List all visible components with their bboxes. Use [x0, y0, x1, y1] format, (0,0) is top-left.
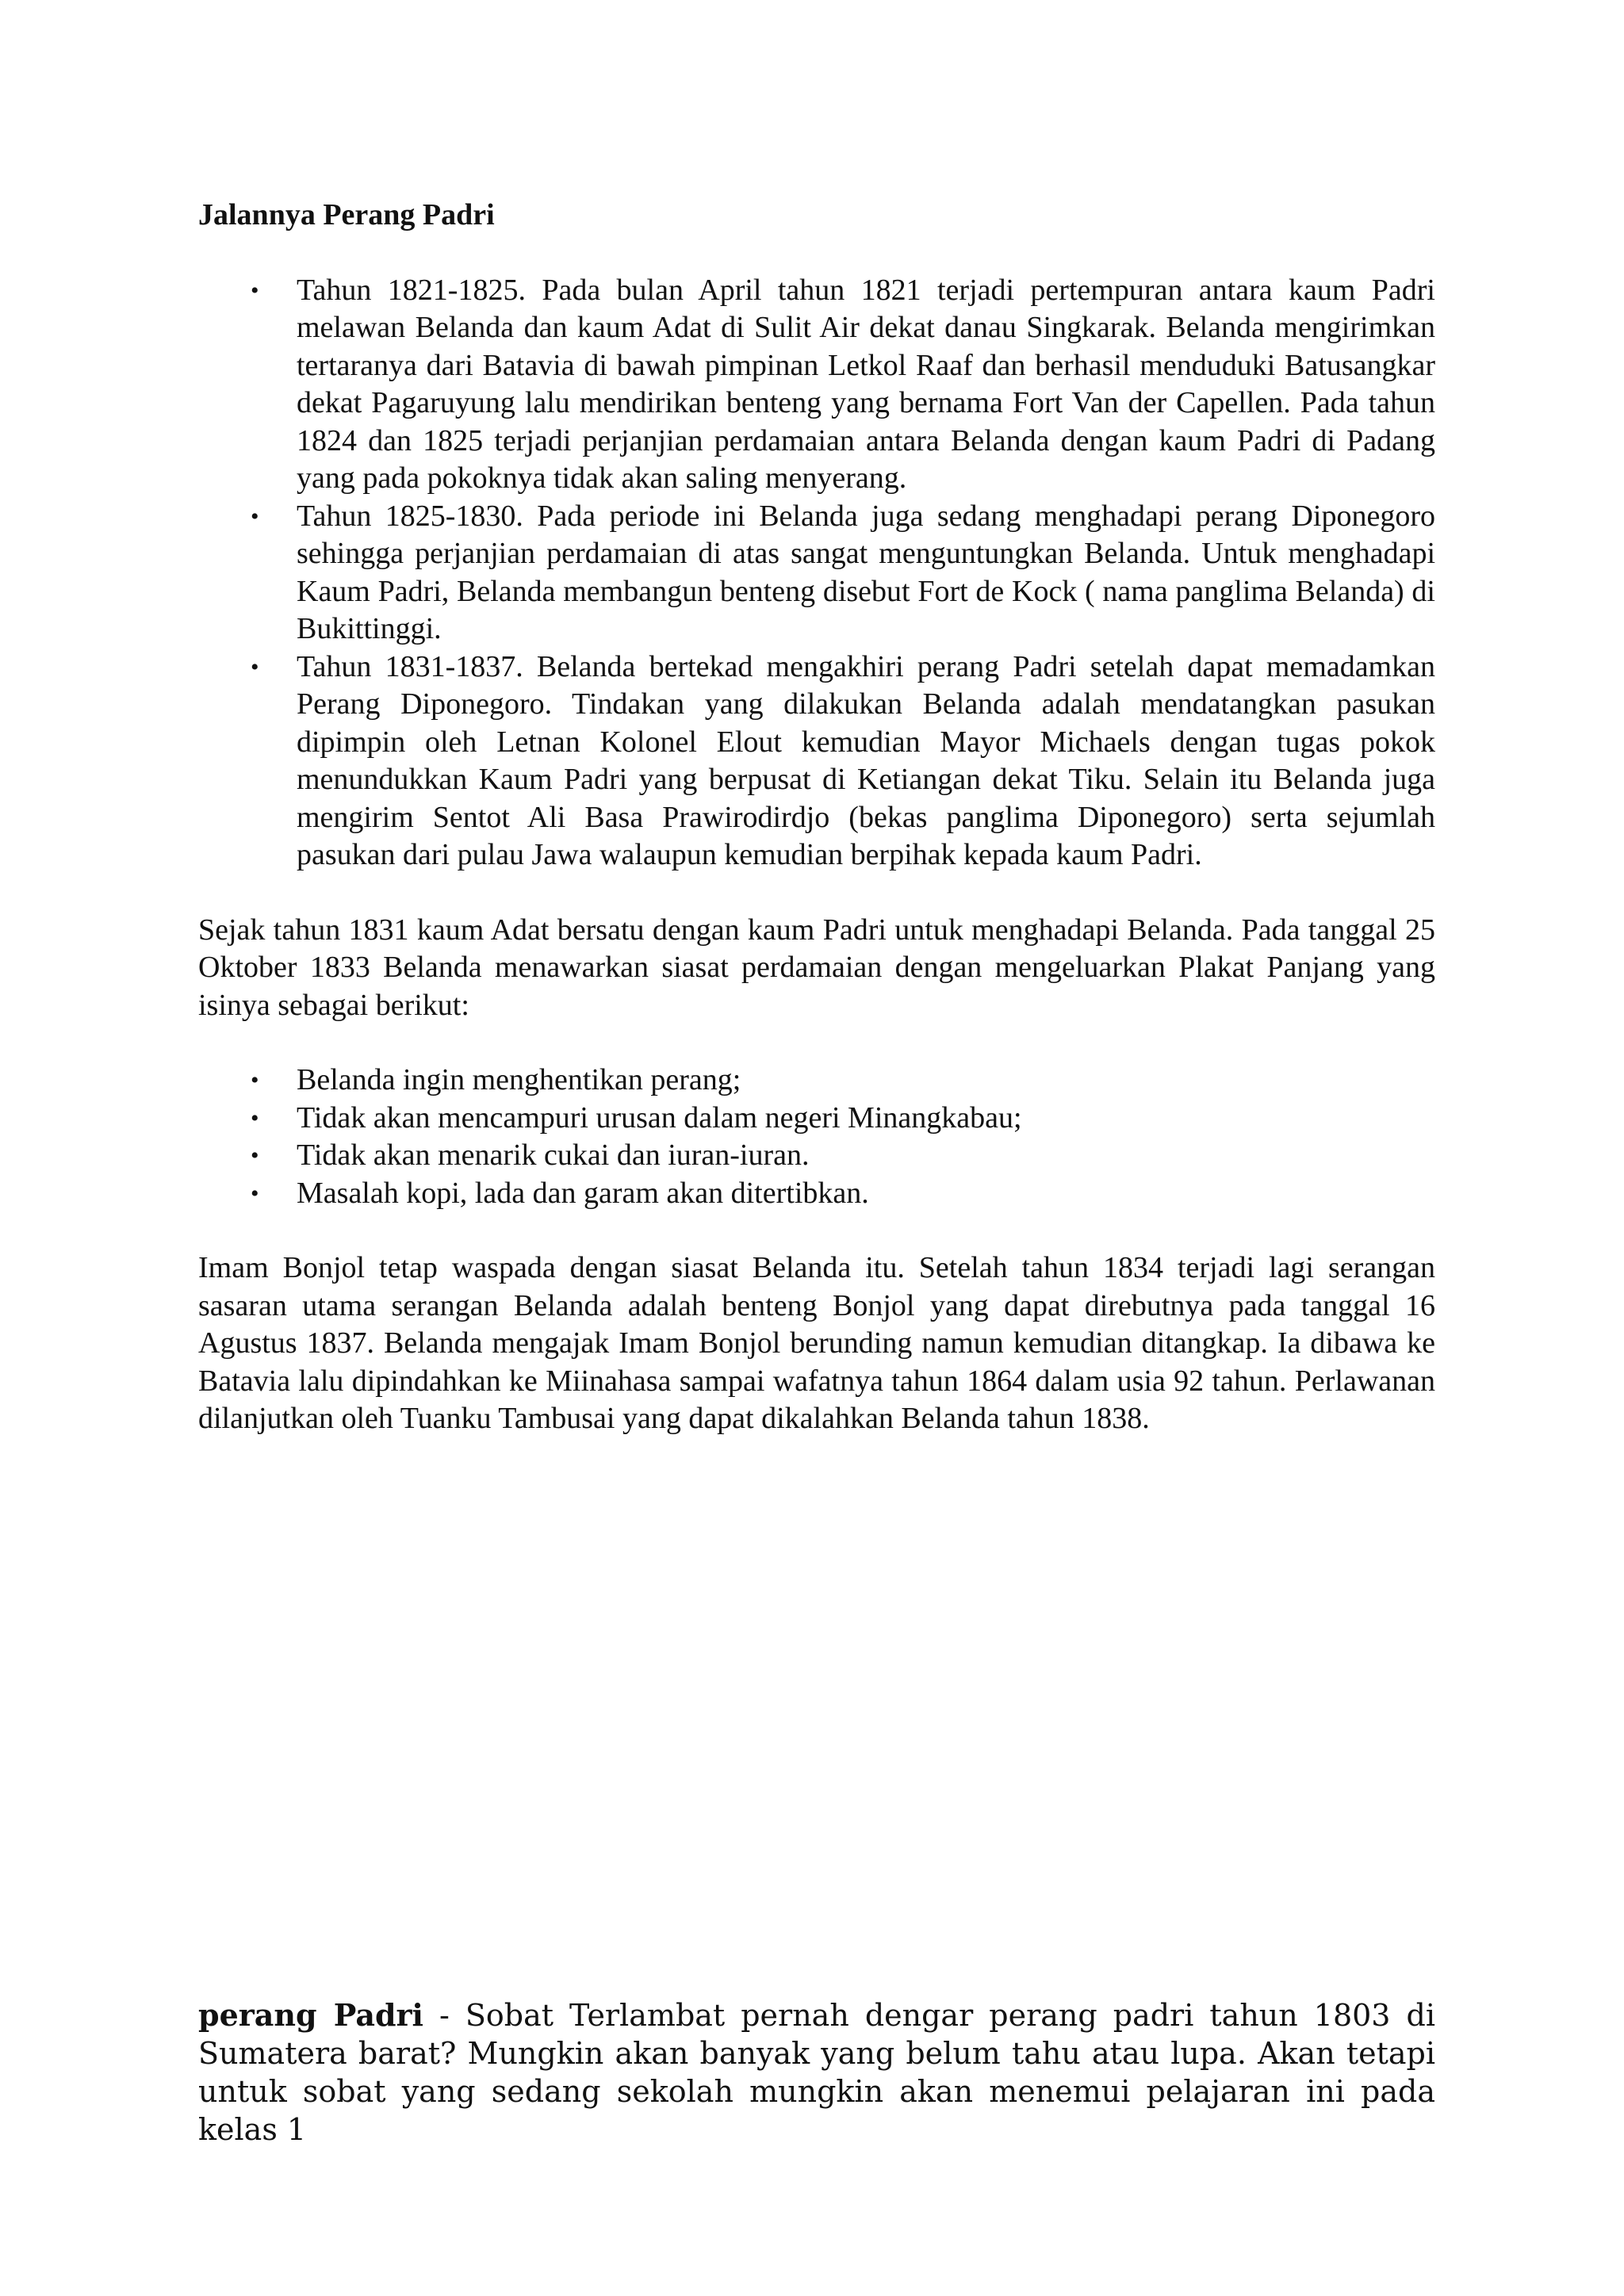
document-body — [198, 197, 1435, 1438]
bullet-icon: • — [251, 1142, 259, 1169]
spacer — [198, 1212, 1435, 1249]
footer-text: - Sobat Terlambat pernah dengar perang padri tahun 1803 di Sumatera barat? Mungkin akan banyak yang belum tahu atau lupa. Akan tetapi untuk sobat yang sedang sekolah mungkin akan menemui pelajaran ini pada kelas 1 — [198, 1998, 1435, 2147]
list-item — [251, 1137, 1435, 1175]
list-item-text: Pada bulan April tahun 1821 terjadi pertempuran antara kaum Padri melawan Belanda dan kaum Adat di Sulit Air dekat danau Singkarak. Belanda mengirimkan tertaranya dari Batavia di bawah pimpinan Letkol Raaf dan berhasil menduduki Batusangkar dekat Pagaruyung lalu mendirikan benteng yang bernama Fort Van der Capellen. Pada tahun 1824 dan 1825 terjadi perjanjian perdamaian antara Belanda dengan kaum Padri di Padang yang pada pokoknya tidak akan saling menyerang. — [297, 273, 1435, 495]
list-item-lead: Tahun 1831-1837. — [297, 649, 523, 683]
footer-bold-lead: perang Padri — [198, 1997, 423, 2033]
spacer — [198, 1024, 1435, 1062]
plakat-list — [198, 1062, 1435, 1212]
list-item-text: Tidak akan menarik cukai dan iuran-iuran. — [297, 1138, 810, 1172]
list-item — [251, 1062, 1435, 1100]
list-item-lead: Tahun 1825-1830. — [297, 499, 523, 533]
bullet-icon: • — [251, 277, 259, 304]
list-item-lead: Tahun 1821-1825. — [297, 273, 526, 307]
paragraph-imam-bonjol: Imam Bonjol tetap waspada dengan siasat Belanda itu. Setelah tahun 1834 terjadi lagi serangan sasaran utama serangan Belanda adalah benteng Bonjol yang dapat direbutnya pada tanggal 16 Agustus 1837. Belanda mengajak Imam Bonjol berunding namun kemudian ditangkap. Ia dibawa ke Batavia lalu dipindahkan ke Miinahasa sampai wafatnya tahun 1864 dalam usia 92 tahun. Perlawanan dilanjutkan oleh Tuanku Tambusai yang dapat dikalahkan Belanda tahun 1838. — [198, 1251, 1435, 1435]
list-item — [251, 1175, 1435, 1213]
list-item — [251, 272, 1435, 498]
list-item-text: Belanda ingin menghentikan perang; — [297, 1063, 741, 1096]
list-item — [251, 498, 1435, 649]
paragraph-intro: Sejak tahun 1831 kaum Adat bersatu dengan kaum Padri untuk menghadapi Belanda. Pada tanggal 25 Oktober 1833 Belanda menawarkan siasat perdamaian dengan mengeluarkan Plakat Panjang yang isinya sebagai berikut: — [198, 913, 1435, 1022]
spacer — [198, 874, 1435, 912]
bullet-icon: • — [251, 653, 259, 680]
list-item-text: Belanda bertekad mengakhiri perang Padri setelah dapat memadamkan Perang Diponegoro. Tindakan yang dilakukan Belanda adalah mendatangkan pasukan dipimpin oleh Letnan Kolonel Elout kemudian Mayor Michaels dengan tugas pokok menundukkan Kaum Padri yang berpusat di Ketiangan dekat Tiku. Selain itu Belanda juga mengirim Sentot Ali Basa Prawirodirdjo (bekas panglima Diponegoro) serta sejumlah pasukan dari pulau Jawa walaupun kemudian berpihak kepada kaum Padri. — [297, 649, 1435, 871]
bullet-icon: • — [251, 503, 259, 530]
footer-paragraph — [198, 1996, 1435, 2149]
list-item — [251, 649, 1435, 874]
bullet-icon: • — [251, 1104, 259, 1131]
list-item-text: Tidak akan mencampuri urusan dalam negeri Minangkabau; — [297, 1100, 1022, 1135]
section-heading: Jalannya Perang Padri — [198, 198, 495, 232]
list-item — [251, 1100, 1435, 1138]
list-item-text: Masalah kopi, lada dan garam akan ditertibkan. — [297, 1176, 869, 1210]
bullet-icon: • — [251, 1067, 259, 1093]
bullet-icon: • — [251, 1180, 259, 1207]
list-item-text: Pada periode ini Belanda juga sedang menghadapi perang Diponegoro sehingga perjanjian perdamaian di atas sangat menguntungkan Belanda. Untuk menghadapi Kaum Padri, Belanda membangun benteng disebut Fort de Kock ( nama panglima Belanda) di Bukittinggi. — [297, 499, 1435, 645]
timeline-list — [198, 272, 1435, 874]
